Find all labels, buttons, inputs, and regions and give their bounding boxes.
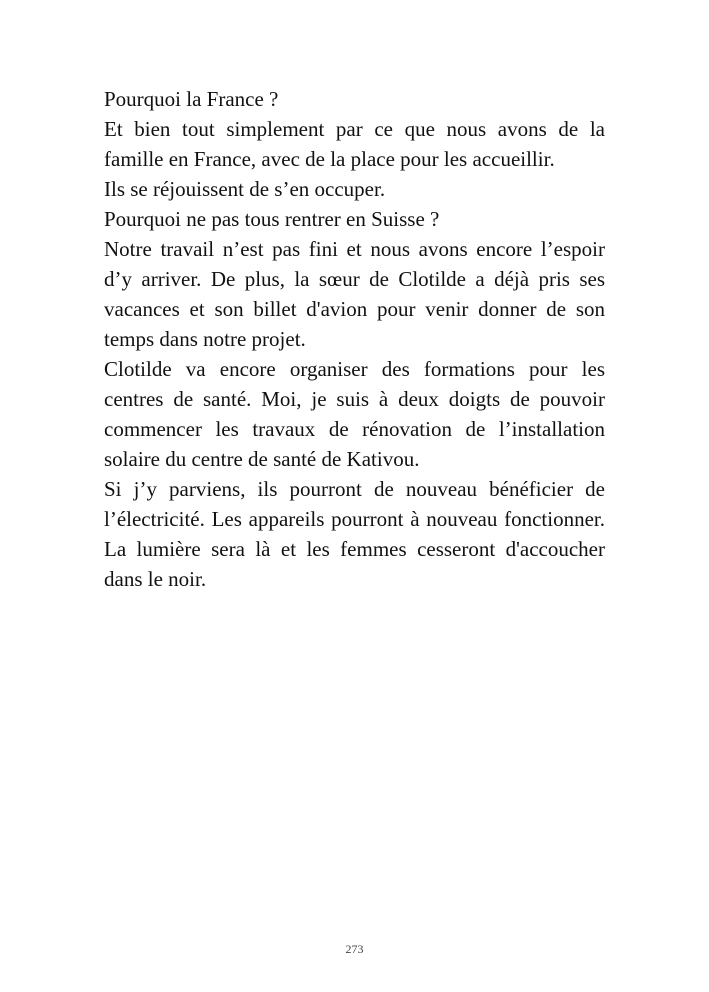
paragraph-clotilde-trainings: Clotilde va encore organiser des formations pour les centres de santé. Moi, je suis à deux doigts de pouvoir commencer les travaux de rénovation de l’installation solaire du centre de santé de Kativou. xyxy=(104,357,605,471)
body-text xyxy=(104,84,605,594)
paragraph-work-not-finished: Notre travail n’est pas fini et nous avons encore l’espoir d’y arriver. De plus, la sœur de Clotilde a déjà pris ses vacances et son billet d'avion pour venir donner de son temps dans notre projet. xyxy=(104,237,605,351)
paragraph-electricity: Si j’y parviens, ils pourront de nouveau bénéficier de l’électricité. Les appareils pourront à nouveau fonctionner. La lumière sera là et les femmes cesseront d'accoucher dans le noir. xyxy=(104,477,605,591)
paragraph-question-france: Pourquoi la France ? xyxy=(104,87,279,111)
page-number: 273 xyxy=(345,942,364,956)
paragraph-question-switzerland: Pourquoi ne pas tous rentrer en Suisse ? xyxy=(104,207,440,231)
paragraph-they-rejoice: Ils se réjouissent de s’en occuper. xyxy=(104,177,386,201)
paragraph-family-in-france: Et bien tout simplement par ce que nous avons de la famille en France, avec de la place pour les accueillir. xyxy=(104,117,605,171)
